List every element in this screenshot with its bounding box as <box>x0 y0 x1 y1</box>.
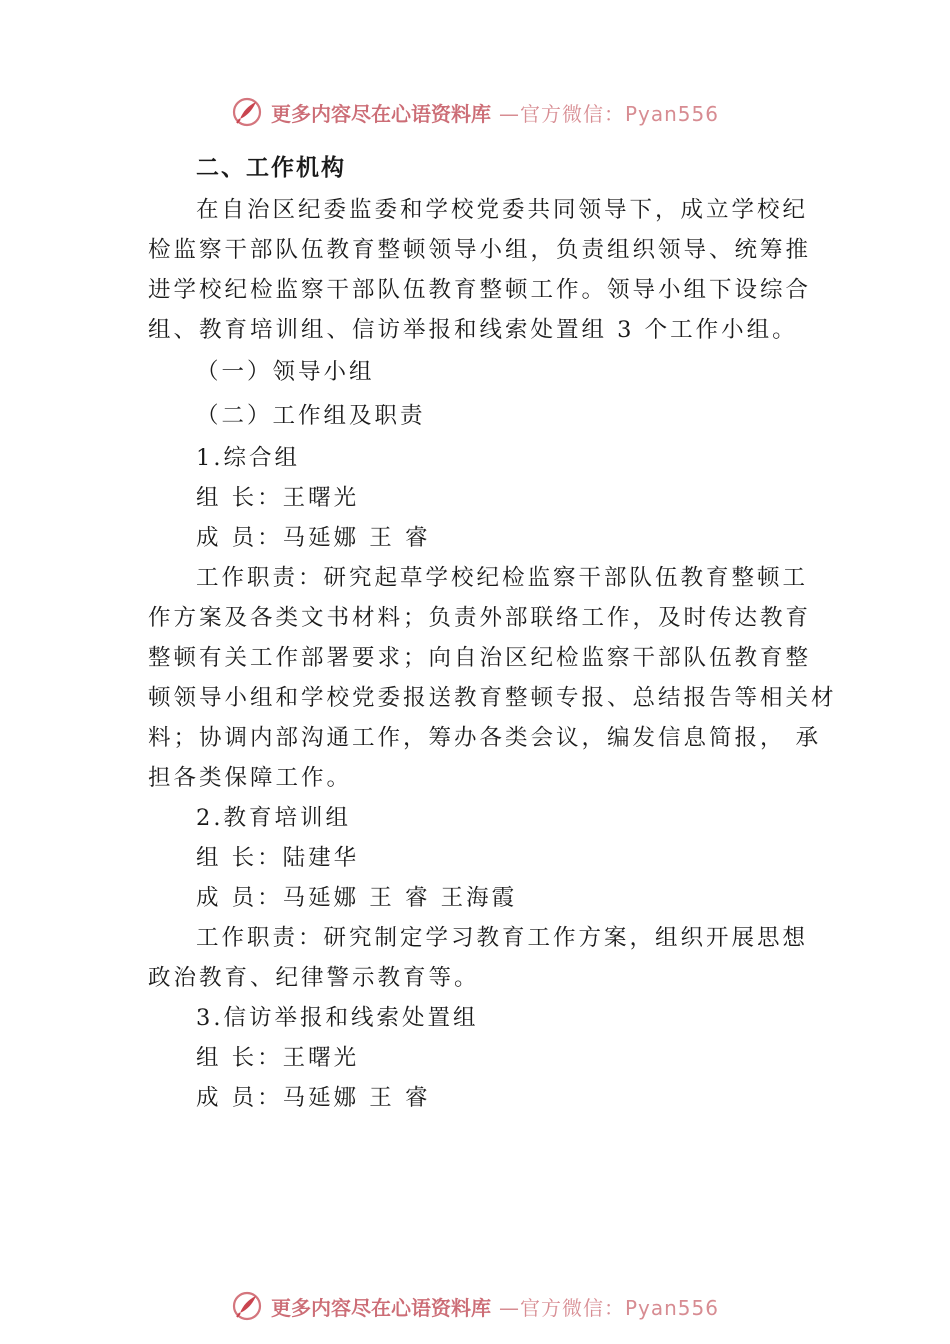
paragraph-line: 组、教育培训组、信访举报和线索处置组 3 个工作小组。 <box>148 317 798 343</box>
quill-logo-icon <box>231 1290 263 1322</box>
watermark-sub-text: —官方微信：Pyan556 <box>498 1295 719 1320</box>
paragraph-line: 进学校纪检监察干部队伍教育整顿工作。领导小组下设综合 <box>148 277 812 303</box>
group-members: 成 员：马延娜 王 睿 <box>196 525 431 551</box>
group-leader: 组 长：王曙光 <box>196 1045 360 1071</box>
group-leader: 组 长：王曙光 <box>196 485 360 511</box>
watermark-main-text: 更多内容尽在心语资料库 <box>270 1295 491 1320</box>
subsection-heading: （一）领导小组 <box>196 359 375 385</box>
group-title: 2.教育培训组 <box>196 805 351 831</box>
quill-logo-icon <box>231 96 263 128</box>
duty-line: 作方案及各类文书材料；负责外部联络工作，及时传达教育 <box>148 605 812 631</box>
footer-watermark <box>0 1290 950 1322</box>
group-members: 成 员：马延娜 王 睿 <box>196 1085 431 1111</box>
duty-line: 工作职责：研究制定学习教育工作方案，组织开展思想 <box>196 925 809 951</box>
document-body <box>148 148 837 1118</box>
duty-line: 政治教育、纪律警示教育等。 <box>148 965 480 991</box>
watermark-main-text: 更多内容尽在心语资料库 <box>270 101 491 126</box>
paragraph-line: 检监察干部队伍教育整顿领导小组，负责组织领导、统筹推 <box>148 237 812 263</box>
watermark-sub-text: —官方微信：Pyan556 <box>498 101 719 126</box>
header-watermark <box>0 96 950 128</box>
section-heading: 二、工作机构 <box>196 155 346 181</box>
group-title: 3.信访举报和线索处置组 <box>196 1005 479 1031</box>
duty-line: 顿领导小组和学校党委报送教育整顿专报、总结报告等相关材 <box>148 685 837 711</box>
group-title: 1.综合组 <box>196 445 300 471</box>
group-leader: 组 长：陆建华 <box>196 845 360 871</box>
duty-line: 担各类保障工作。 <box>148 765 353 791</box>
paragraph-line: 在自治区纪委监委和学校党委共同领导下，成立学校纪 <box>196 197 809 223</box>
group-members: 成 员：马延娜 王 睿 王海霞 <box>196 885 518 911</box>
duty-line: 整顿有关工作部署要求；向自治区纪检监察干部队伍教育整 <box>148 645 812 671</box>
duty-line: 工作职责：研究起草学校纪检监察干部队伍教育整顿工 <box>196 565 809 591</box>
subsection-heading: （二）工作组及职责 <box>196 403 426 429</box>
duty-line: 料；协调内部沟通工作，筹办各类会议，编发信息简报， 承 <box>148 725 822 751</box>
